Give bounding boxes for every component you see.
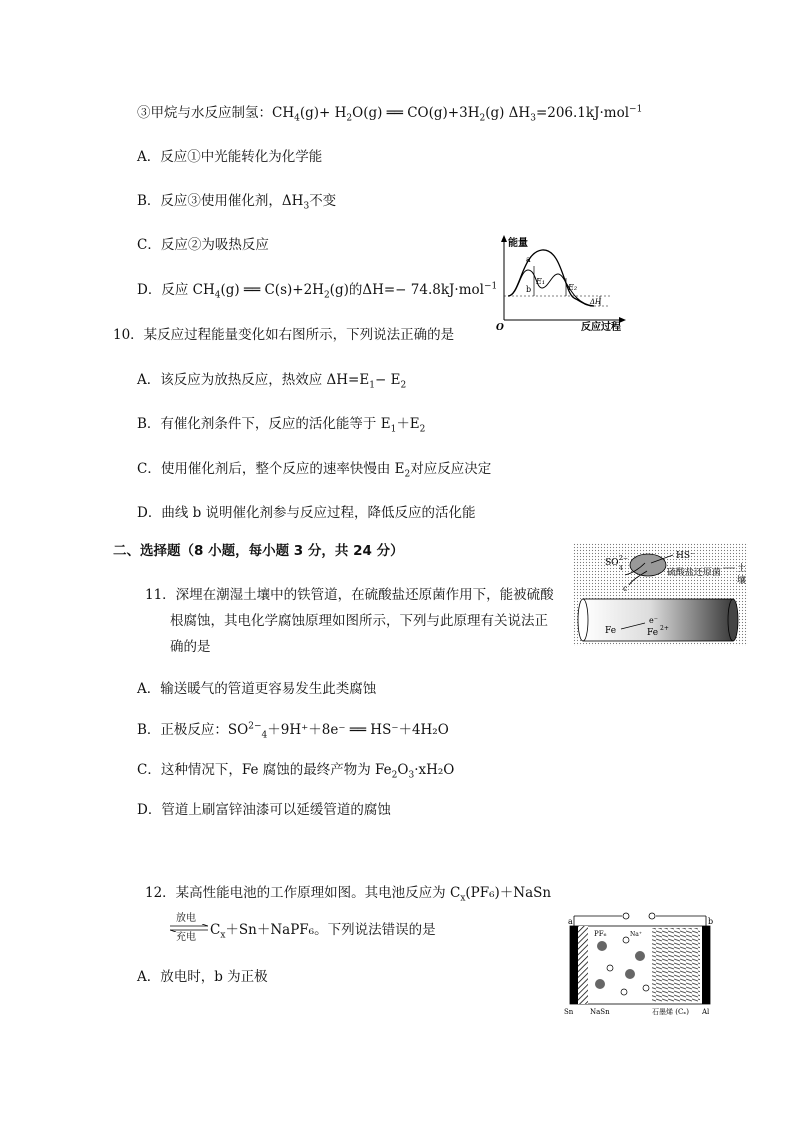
q10-option-a: A．该反应为放热反应，热效应 $\Delta H=E_1- E_2$: [137, 372, 407, 391]
dh-label: ΔH: [590, 298, 602, 306]
al-label: Al: [702, 1008, 710, 1016]
q10-option-d: D．曲线 b 说明催化剂参与反应过程，降低反应的活化能: [137, 505, 476, 521]
na-label: Na⁺: [630, 931, 642, 938]
curve-b-label: b: [526, 285, 532, 294]
q9-option-d: D．反应 $CH_4(g)$ ══ $C(s)+2H_2(g)$的ΔH=− 74.8kJ·mol$^{-1}$: [137, 281, 498, 301]
q11-stem-line2: 根腐蚀，其电化学腐蚀原理如图所示，下列与此原理有关说法正: [170, 613, 548, 629]
q10-option-c: C．使用催化剂后，整个反应的速率快慢由 $E_2$对应反应决定: [137, 461, 492, 480]
energy-axis-label: 能量: [508, 238, 528, 249]
origin-label: O: [496, 323, 504, 332]
q9-option-b: B．反应③使用催化剂，$\Delta H_3$不变: [137, 193, 337, 212]
curve-a-label: a: [526, 255, 531, 264]
q11-option-a: A．输送暖气的管道更容易发生此类腐蚀: [137, 681, 377, 697]
energy-profile-figure: [490, 232, 630, 332]
q9-item3: ③甲烷与水反应制氢：$CH_4(g)+ H_2O(g)$ ══ $CO(g)+3H_2(g)$ $\Delta H_3=206.1kJ\cdot mol^{-1}$: [137, 104, 643, 124]
sulfate-label: SO: [605, 558, 619, 568]
e1-label: E₁: [536, 277, 546, 286]
sn-label: Sn: [564, 1008, 574, 1016]
fe2-label: Fe: [647, 628, 659, 638]
q12-option-a: A．放电时，b 为正极: [137, 969, 268, 985]
graphite-label: 石墨烯 (Cₓ): [652, 1008, 690, 1016]
reversible-arrow: 放电 充电: [170, 920, 210, 938]
e2-label: E₂: [568, 283, 578, 292]
hs-label: HS⁻: [676, 551, 695, 561]
electron-c-label: c: [623, 584, 628, 593]
q12-stem-line1: 12．某高性能电池的工作原理如图。其电池反应为 $C_x(PF_6)+NaSn$: [145, 885, 552, 904]
sulfate-sup: 2−: [619, 555, 628, 562]
q10-stem: 10．某反应过程能量变化如右图所示，下列说法正确的是: [113, 327, 455, 343]
q12-stem-line2: 放电 充电 $C_x+Sn+NaPF_6$。下列说法错误的是: [170, 920, 436, 939]
q10-option-b: B．有催化剂条件下，反应的活化能等于 $E_1+E_2$: [137, 416, 426, 435]
terminal-b-label: b: [708, 917, 714, 926]
electron-label: e⁻: [649, 616, 658, 625]
bacteria-label: 硫酸盐还原菌: [667, 568, 722, 578]
q11-stem-line3: 确的是: [170, 639, 211, 655]
terminal-a-label: a: [568, 917, 573, 926]
q11-stem-line1: 11．深埋在潮湿土壤中的铁管道，在硫酸盐还原菌作用下，能被硫酸: [145, 587, 554, 603]
reaction-axis-label: 反应过程: [581, 322, 621, 332]
pf6-label: PF₆: [594, 930, 607, 938]
nasn-label: NaSn: [590, 1008, 610, 1016]
q9-option-a: A．反应①中光能转化为化学能: [137, 149, 323, 165]
pipe-corrosion-figure: [573, 543, 748, 646]
soil-label-1: 土: [737, 564, 747, 574]
fe2-sup: 2+: [660, 625, 669, 632]
battery-figure: [560, 910, 720, 1022]
q9-option-c: C．反应②为吸热反应: [137, 237, 269, 253]
sulfate-sub: 4: [619, 565, 623, 572]
section-heading: 二、选择题（8 小题，每小题 3 分，共 24 分）: [113, 543, 404, 559]
soil-label-2: 壤: [737, 576, 747, 586]
q11-option-d: D．管道上刷富锌油漆可以延缓管道的腐蚀: [137, 802, 391, 818]
q11-option-b: B．正极反应：$SO^{2-}_4+9H^++8e^-$ ══ HS⁻＋4H₂O: [137, 721, 449, 741]
q11-option-c: C．这种情况下，Fe 腐蚀的最终产物为 $Fe_2O_3\cdot xH_2O$: [137, 762, 455, 781]
fe-label: Fe: [605, 626, 617, 636]
